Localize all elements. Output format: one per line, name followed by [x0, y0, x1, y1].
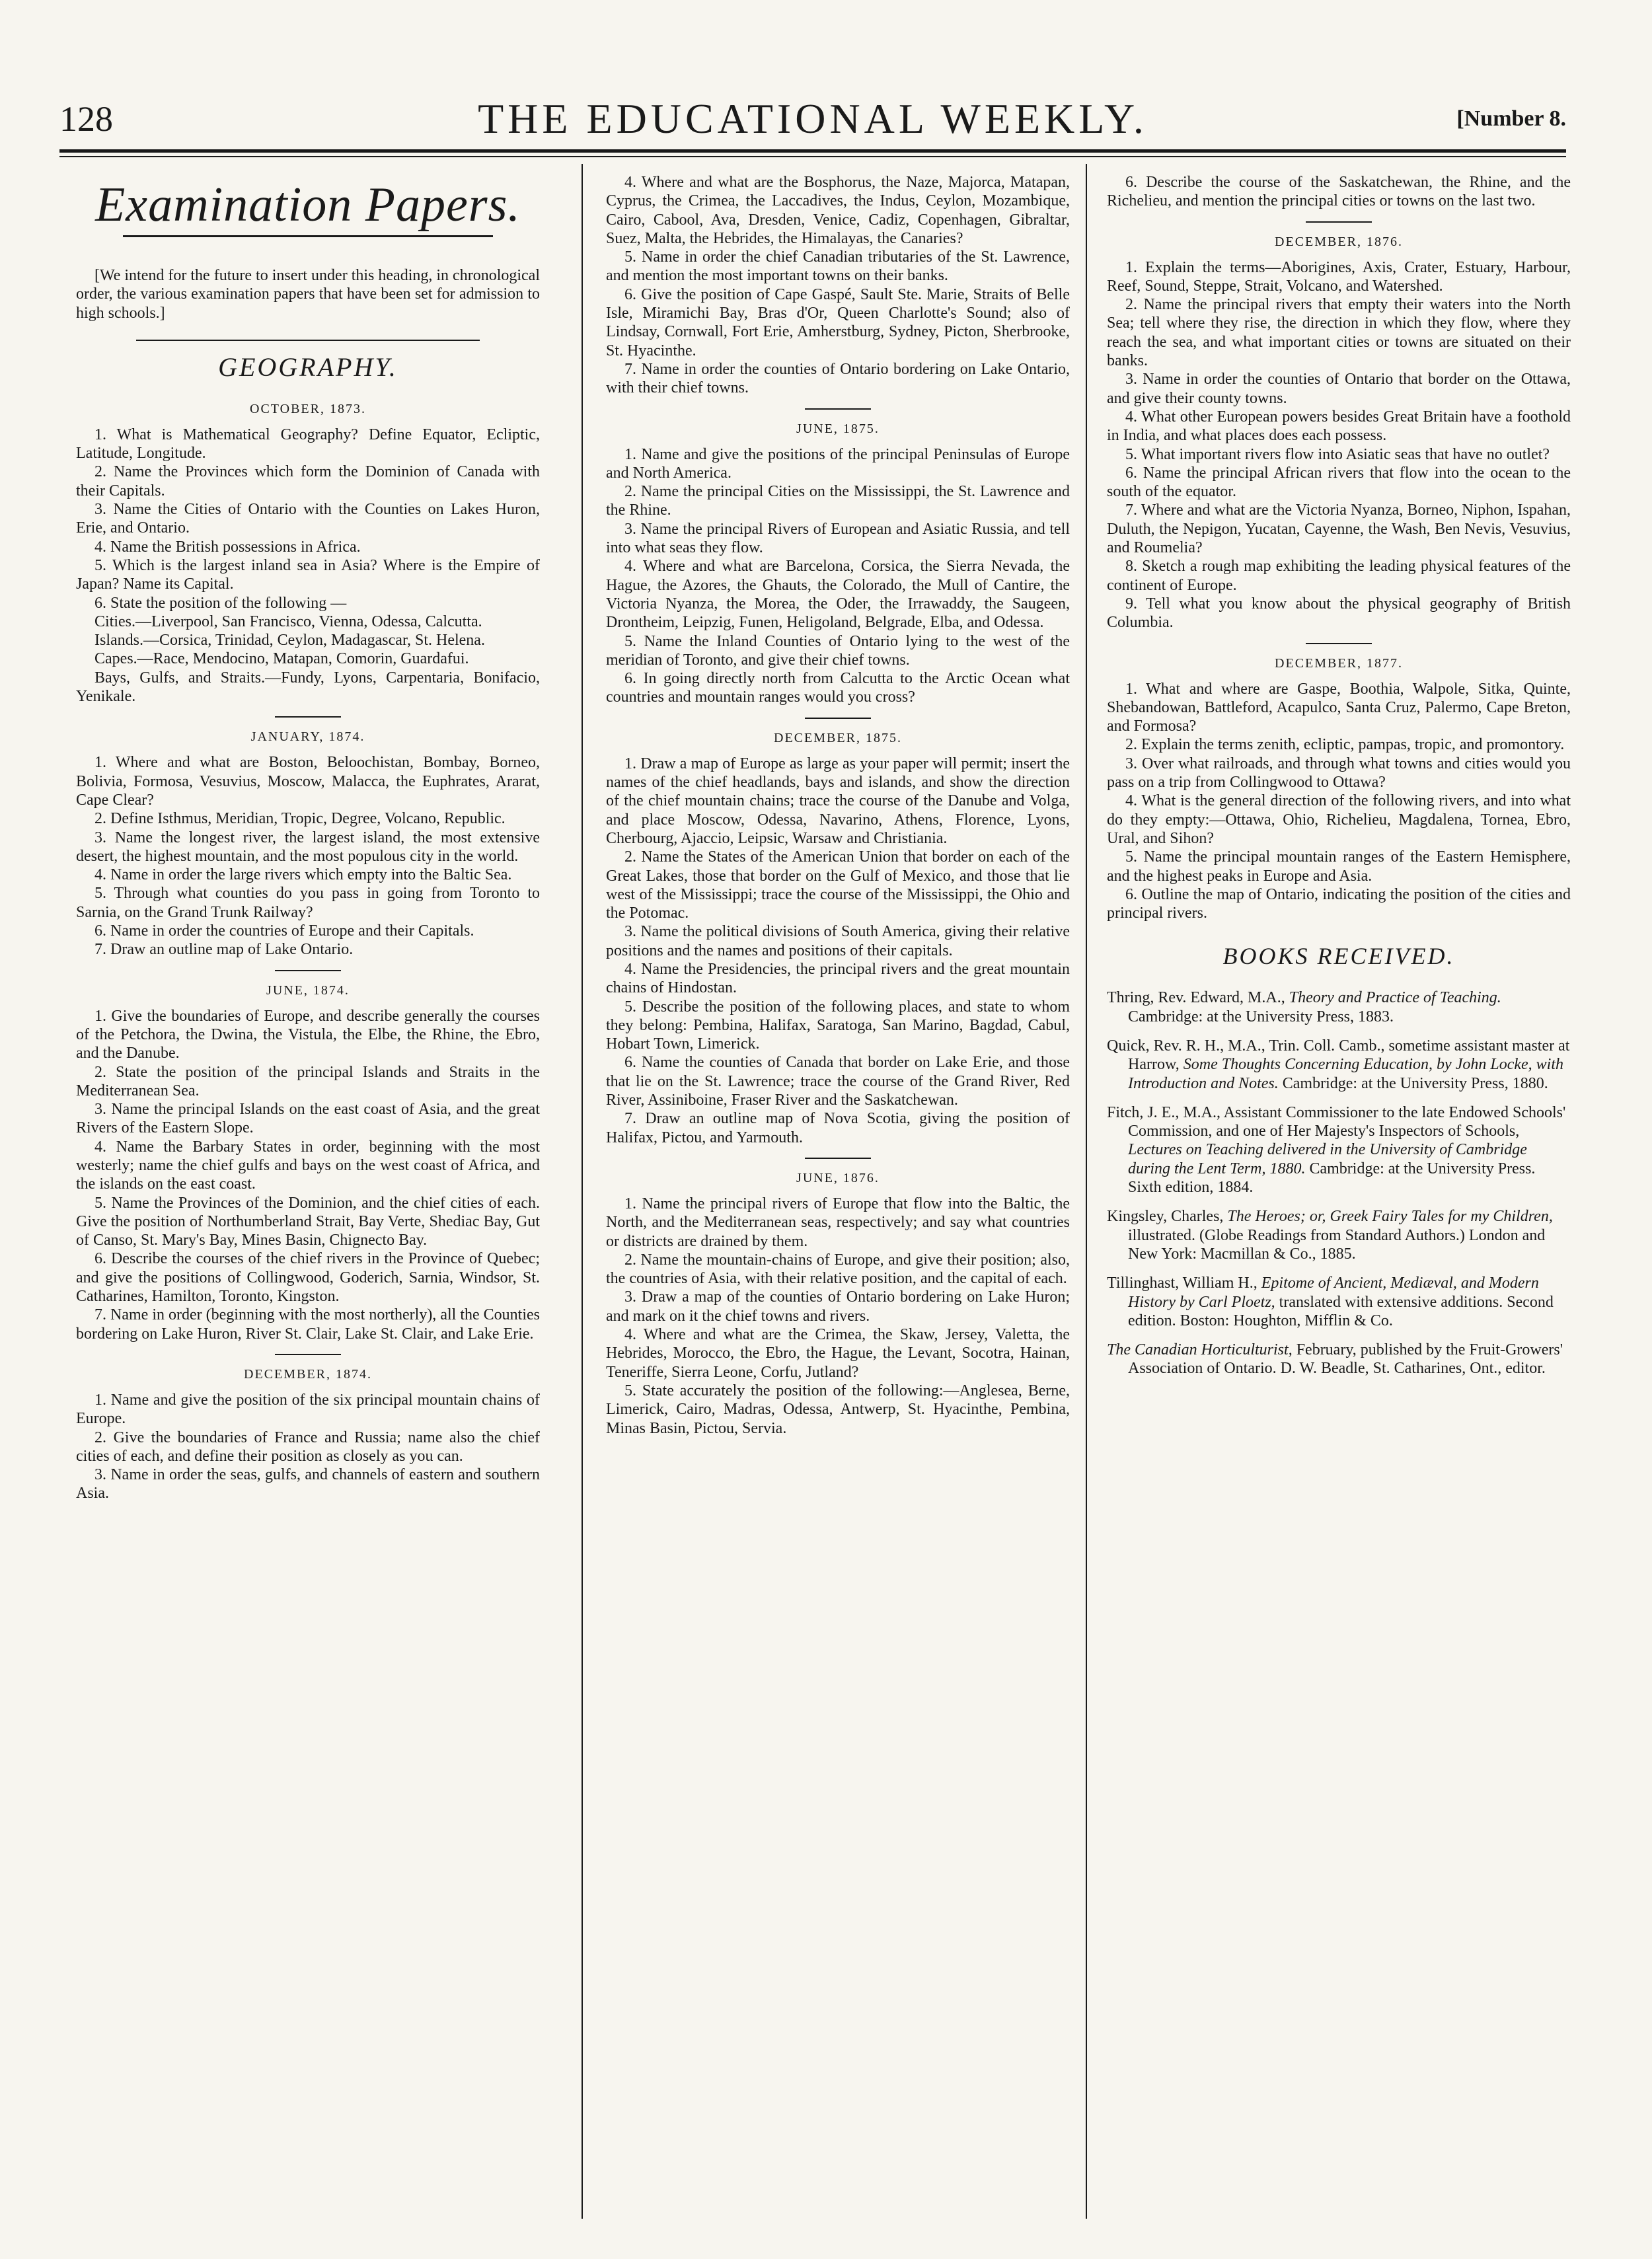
exam-block [76, 727, 540, 971]
book-title: The Heroes; or, Greek Fairy Tales for my Children, [1227, 1208, 1553, 1226]
header-rule-thin [59, 156, 1566, 157]
book-details: Cambridge: at the University Press. Sixth edition, 1884. [1128, 1160, 1536, 1197]
question: 3. Name the principal Rivers of European and Asiatic Russia, and tell into what seas they flow. [606, 520, 1070, 557]
subject-rule [136, 340, 480, 341]
subject-title: GEOGRAPHY. [218, 352, 398, 382]
exam-block [1107, 232, 1571, 644]
question: 3. Over what railroads, and through what towns and cities would you pass on a trip from Collingwood to Ottawa? [1107, 755, 1571, 792]
question: 6. Name in order the countries of Europe and their Capitals. [94, 922, 474, 940]
date-rule [275, 716, 341, 718]
question: 1. Draw a map of Europe as large as your paper will permit; insert the names of the chief headlands, bays and islands, and show the direction of the chief mountain chains; trace the course of the Danube and Volga, and place Moscow, Odessa, Navarino, Athens, Florence, Lyons, Cherbourg, Ajaccio, Leipsic, Warsaw and Christiania. [606, 755, 1070, 847]
question: 7. Draw an outline map of Nova Scotia, giving the position of Halifax, Pictou, and Yarmouth. [606, 1110, 1070, 1146]
book-entry [1107, 1274, 1571, 1330]
question: 4. What other European powers besides Great Britain have a foothold in India, and what places does each possess. [1107, 408, 1571, 445]
question: 3. Name the political divisions of South America, giving their relative positions and the names and positions of their capitals. [606, 923, 1070, 959]
sub-question: Capes.—Race, Mendocino, Matapan, Comorin, Guardafui. [94, 650, 469, 668]
question: 5. State accurately the position of the following:—Anglesea, Berne, Limerick, Cairo, Madras, Odessa, Antwerp, St. Hyacinthe, Pembina, Minas Basin, Pictou, Servia. [606, 1382, 1070, 1437]
question: 1. Explain the terms—Aborigines, Axis, Crater, Estuary, Harbour, Reef, Sound, Steppe, Strait, Volcano, and Watershed. [1107, 258, 1571, 295]
question: 1. Name the principal rivers of Europe that flow into the Baltic, the North, and the Mediterranean seas, respectively; and say what countries or districts are drained by them. [606, 1195, 1070, 1250]
question: 3. Name in order the seas, gulfs, and channels of eastern and southern Asia. [76, 1466, 540, 1502]
question: 4. Name the Barbary States in order, beginning with the most westerly; name the chief gulfs and bays on the west coast of Africa, and the islands on the east coast. [76, 1138, 540, 1193]
column-divider [1086, 164, 1087, 2219]
book-author: Fitch, J. E., M.A., Assistant Commissioner to the late Endowed Schools' Commission, and one of Her Majesty's Inspectors of Schools, [1107, 1103, 1566, 1140]
question: 1. Where and what are Boston, Beloochistan, Bombay, Borneo, Bolivia, Formosa, Vesuvius, Moscow, Malacca, the Euphrates, Ararat, Cape Clear? [76, 754, 540, 809]
date-rule [275, 1354, 341, 1355]
question: 5. Through what counties do you pass in going from Toronto to Sarnia, on the Grand Trunk Railway? [76, 885, 540, 921]
question: 5. Name the Inland Counties of Ontario lying to the west of the meridian of Toronto, and give their chief towns. [606, 632, 1070, 669]
question: 3. Draw a map of the counties of Ontario bordering on Lake Huron; and mark on it the chief towns and rivers. [606, 1288, 1070, 1325]
issue-number: [Number 8. [1456, 106, 1566, 131]
question: 2. Explain the terms zenith, ecliptic, pampas, tropic, and promontory. [1125, 736, 1565, 754]
book-details: translated with extensive additions. Second edition. Boston: Houghton, Mifflin & Co. [1128, 1293, 1554, 1329]
book-title: The Canadian Horticulturist, [1107, 1341, 1293, 1359]
question: 5. Which is the largest inland sea in Asia? Where is the Empire of Japan? Name its Capital. [76, 556, 540, 593]
question: 5. Name in order the chief Canadian tributaries of the St. Lawrence, and mention the most important towns on their banks. [606, 248, 1070, 285]
header-rule-thick [59, 149, 1566, 153]
section-title: Examination Papers. [95, 178, 521, 232]
question: 9. Tell what you know about the physical geography of British Columbia. [1107, 595, 1571, 632]
question: 4. Name in order the large rivers which empty into the Baltic Sea. [94, 866, 512, 884]
question: 2. State the position of the principal Islands and Straits in the Mediterranean Sea. [76, 1063, 540, 1099]
date-rule [805, 408, 871, 410]
question: 7. Where and what are the Victoria Nyanza, Borneo, Niphon, Ispahan, Duluth, the Nepigon, Yucatan, Cayenne, the Wash, Ben Nevis, Vesuvius, and Roumelia? [1107, 501, 1571, 557]
question: 4. Where and what are the Bosphorus, the Naze, Majorca, Matapan, Cyprus, the Crimea, the Laccadives, the Indus, Ceylon, Mozambique, Cairo, Cabool, Ava, Dresden, Venice, Cadiz, Copenhagen, Gibraltar, Suez, Malta, the Hebrides, the Himalayas, the Canaries? [606, 174, 1070, 247]
question: 3. Name the Cities of Ontario with the Counties on Lakes Huron, Erie, and Ontario. [76, 501, 540, 537]
book-author: Quick, Rev. R. H., M.A., Trin. Coll. Camb., sometime assistant master at Harrow, [1107, 1037, 1570, 1074]
question: 1. What is Mathematical Geography? Define Equator, Ecliptic, Latitude, Longitude. [76, 426, 540, 463]
exam-block [606, 419, 1070, 719]
exam-block [606, 728, 1070, 1159]
question: 7. Name in order (beginning with the most northerly), all the Counties bordering on Lake Huron, River St. Clair, Lake St. Clair, and Lake Erie. [76, 1306, 540, 1343]
question: 1. What and where are Gaspe, Boothia, Walpole, Sitka, Quinte, Shebandowan, Battleford, Acapulco, Santa Cruz, Palermo, Cape Breton, and Formosa? [1107, 680, 1571, 735]
question: 6. Name the counties of Canada that border on Lake Erie, and those that lie on the St. Lawrence; trace the course of the Grand River, Red River, Assiniboine, Fraser River and the Saskatchewan. [606, 1054, 1070, 1109]
question: 6. Outline the map of Ontario, indicating the position of the cities and principal rivers. [1107, 885, 1571, 922]
book-details: February, published by the Fruit-Growers' Association of Ontario. D. W. Beadle, St. Catharines, Ont., editor. [1128, 1341, 1563, 1378]
question: 8. Sketch a rough map exhibiting the leading physical features of the continent of Europe. [1107, 558, 1571, 594]
question: 4. Name the Presidencies, the principal rivers and the great mountain chains of Hindostan. [606, 960, 1070, 997]
question: 1. Name and give the positions of the principal Peninsulas of Europe and North America. [606, 445, 1070, 482]
sub-question: Bays, Gulfs, and Straits.—Fundy, Lyons, Carpentaria, Bonifacio, Yenikale. [76, 669, 540, 706]
date-rule [275, 970, 341, 971]
exam-date: DECEMBER, 1875. [774, 730, 902, 745]
exam-block [76, 981, 540, 1355]
sub-question: Cities.—Liverpool, San Francisco, Vienna, Odessa, Calcutta. [94, 612, 482, 630]
book-title: Some Thoughts Concerning Education, by John Locke, with Introduction and Notes. [1128, 1056, 1564, 1092]
question: 1. Give the boundaries of Europe, and describe generally the courses of the Petchora, the Dwina, the Vistula, the Elbe, the Rhine, the Ebro, and the Danube. [76, 1007, 540, 1062]
question: 3. Name the principal Islands on the east coast of Asia, and the great Rivers of the Eastern Slope. [76, 1101, 540, 1137]
exam-date: DECEMBER, 1877. [1275, 655, 1403, 671]
question: 6. Give the position of Cape Gaspé, Sault Ste. Marie, Straits of Belle Isle, Miramichi Bay, Bras d'Or, Queen Charlotte's Sound; also of Lindsay, Cornwall, Fort Erie, Amherstburg, Sydney, Picton, Sherbrooke, St. Hyacinthe. [606, 285, 1070, 359]
exam-date: JUNE, 1874. [266, 982, 350, 998]
book-entry [1107, 1341, 1571, 1378]
exam-date: OCTOBER, 1873. [250, 401, 366, 416]
column-1 [76, 173, 540, 2208]
question: 4. Where and what are Barcelona, Corsica, the Sierra Nevada, the Hague, the Azores, the Ghauts, the Colorado, the Mull of Cantire, the Victoria Nyanza, the Morea, the Oder, the Irrawaddy, the Saugeen, Drontheim, Leipzig, Funen, Heligoland, Belgrade, Elba, and Odessa. [606, 558, 1070, 632]
intro-note: [We intend for the future to insert under this heading, in chronological order, the various examination papers that have been set for admission to high schools.] [76, 267, 540, 322]
question: 2. Define Isthmus, Meridian, Tropic, Degree, Volcano, Republic. [94, 810, 506, 828]
exam-block [606, 1168, 1070, 1438]
question: 3. Name in order the counties of Ontario that border on the Ottawa, and give their county towns. [1107, 371, 1571, 407]
question: 2. Give the boundaries of France and Russia; name also the chief cities of each, and define their position as closely as you can. [76, 1428, 540, 1465]
book-details: illustrated. (Globe Readings from Standard Authors.) London and New York: Macmillan & Co., 1885. [1128, 1226, 1546, 1263]
question: 6. In going directly north from Calcutta to the Arctic Ocean what countries and mountain ranges would you cross? [606, 670, 1070, 706]
date-rule [1306, 643, 1372, 644]
question: 2. Name the principal Cities on the Mississippi, the St. Lawrence and the Rhine. [606, 483, 1070, 519]
page-number: 128 [59, 99, 113, 139]
question: 4. Where and what are the Crimea, the Skaw, Jersey, Valetta, the Hebrides, Morocco, the Ebro, the Hague, the Levant, Socotra, Hainan, Teneriffe, Sierra Leone, Corfu, Jutland? [606, 1326, 1070, 1381]
book-entry [1107, 988, 1571, 1026]
column-divider [582, 164, 583, 2219]
exam-date: JUNE, 1875. [796, 421, 880, 436]
exam-date: DECEMBER, 1874. [244, 1366, 372, 1382]
question: 4. What is the general direction of the following rivers, and into what do they empty:—Ottawa, Ohio, Richelieu, Magdalena, Tornea, Ebro, Ural, and Sihon? [1107, 792, 1571, 847]
title-rule [123, 235, 493, 237]
exam-date: DECEMBER, 1876. [1275, 234, 1403, 249]
question: 7. Draw an outline map of Lake Ontario. [94, 941, 354, 959]
sub-question: Islands.—Corsica, Trinidad, Ceylon, Madagascar, St. Helena. [94, 632, 485, 649]
date-rule [805, 718, 871, 719]
book-title: Lectures on Teaching delivered in the University of Cambridge during the Lent Term, 1880. [1128, 1141, 1527, 1177]
question: 7. Name in order the counties of Ontario bordering on Lake Ontario, with their chief towns. [606, 360, 1070, 397]
books-received-title: BOOKS RECEIVED. [1222, 943, 1455, 970]
journal-title: THE EDUCATIONAL WEEKLY. [478, 95, 1148, 142]
book-author: Thring, Rev. Edward, M.A., [1107, 989, 1289, 1007]
question: 2. Name the States of the American Union that border on each of the Great Lakes, those that border on the Gulf of Mexico, and those that lie west of the Mississippi; trace the course of the Mississippi, the Ohio and the Potomac. [606, 848, 1070, 922]
question: 6. Name the principal African rivers that flow into the ocean to the south of the equator. [1107, 464, 1571, 501]
book-author: Tillinghast, William H., [1107, 1275, 1261, 1292]
book-author: Kingsley, Charles, [1107, 1208, 1228, 1226]
question: 3. Name the longest river, the largest island, the most extensive desert, the highest mountain, and the most populous city in the world. [76, 829, 540, 865]
question: 6. Describe the courses of the chief rivers in the Province of Quebec; and give the positions of Collingwood, Goderich, Sarnia, Windsor, St. Catharines, Hamilton, Toronto, Kingston. [76, 1250, 540, 1306]
question: 2. Name the mountain-chains of Europe, and give their position; also, the countries of Asia, with their relative position, and the capital of each. [606, 1251, 1070, 1288]
question: 1. Name and give the position of the six principal mountain chains of Europe. [76, 1391, 540, 1428]
question: 5. Name the Provinces of the Dominion, and the chief cities of each. Give the position of Northumberland Strait, Bay Verte, Shediac Bay, Gut of Canso, St. Mary's Bay, Mines Basin, Chignecto Bay. [76, 1194, 540, 1249]
question: 2. Name the principal rivers that empty their waters into the North Sea; tell where they rise, the direction in which they flow, where they reach the sea, and what important cities or towns are situated on their banks. [1107, 296, 1571, 370]
book-entry [1107, 1103, 1571, 1197]
exam-block [76, 1364, 540, 1503]
question: 6. Describe the course of the Saskatchewan, the Rhine, and the Richelieu, and mention the principal cities or towns on the last two. [1107, 174, 1571, 210]
exam-block [1107, 653, 1571, 923]
exam-date: JUNE, 1876. [796, 1170, 880, 1185]
page-header [59, 93, 1566, 145]
question: 5. Describe the position of the following places, and state to whom they belong: Pembina, Halifax, Saratoga, San Marino, Bagdad, Cabul, Hobart Town, Limerick. [606, 998, 1070, 1053]
book-title: Theory and Practice of Teaching. [1289, 989, 1501, 1007]
book-title: Epitome of Ancient, Mediæval, and Modern History by Carl Ploetz, [1128, 1275, 1539, 1311]
question: 4. Name the British possessions in Africa. [94, 538, 361, 556]
exam-date: JANUARY, 1874. [250, 729, 365, 745]
date-rule [1306, 221, 1372, 223]
column-2 [606, 173, 1070, 2208]
date-rule [805, 1158, 871, 1159]
question: 5. Name the principal mountain ranges of the Eastern Hemisphere, and the highest peaks in Europe and Asia. [1107, 848, 1571, 885]
book-details: Cambridge: at the University Press, 1880. [1278, 1074, 1548, 1092]
book-details: Cambridge: at the University Press, 1883. [1128, 1008, 1394, 1025]
book-entry [1107, 1037, 1571, 1093]
question: 2. Name the Provinces which form the Dominion of Canada with their Capitals. [76, 463, 540, 500]
question: 5. What important rivers flow into Asiatic seas that have no outlet? [1125, 445, 1550, 463]
question: 6. State the position of the following — [94, 594, 347, 612]
exam-block [76, 399, 540, 718]
column-3 [1107, 173, 1571, 2208]
book-entry [1107, 1207, 1571, 1263]
